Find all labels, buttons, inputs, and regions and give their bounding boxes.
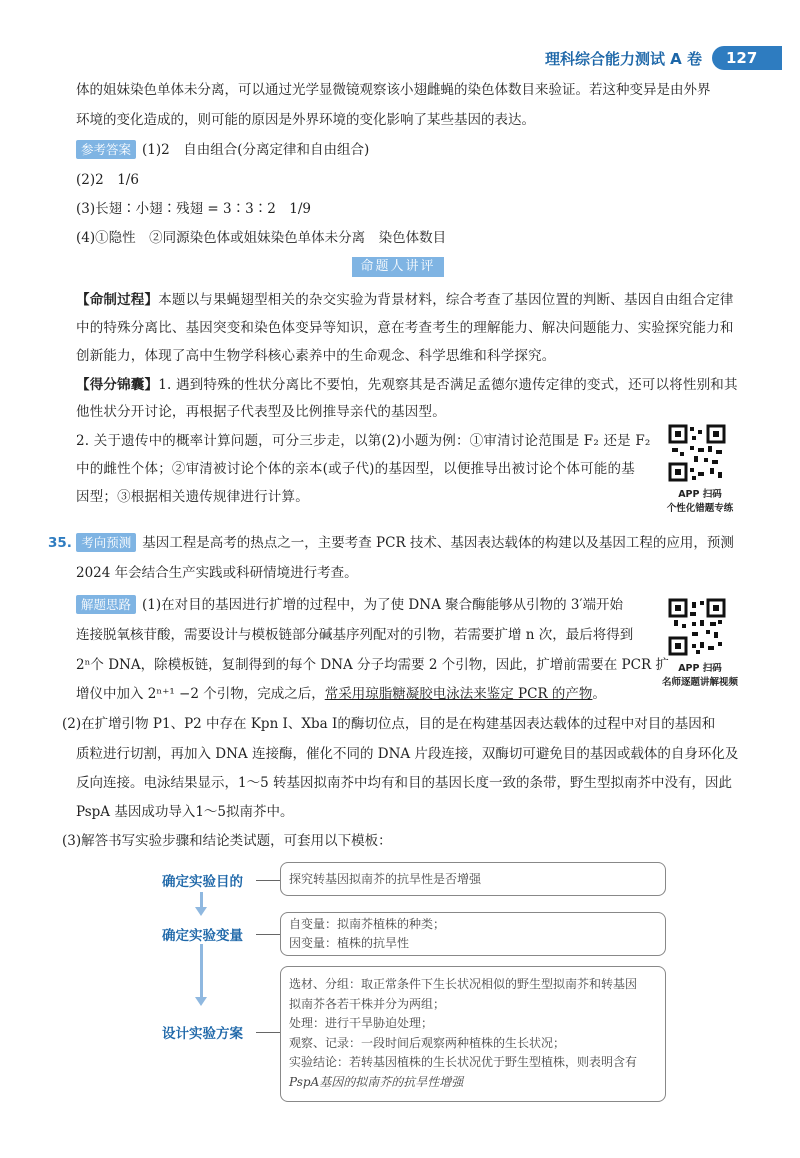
qr1-caption-2: 个性化错题专练 xyxy=(666,503,734,514)
process-line-3: 创新能力，体现了高中生物学科核心素养中的生命观念、科学思维和科学探究。 xyxy=(76,348,556,364)
p2-line-3: 反向连接。电泳结果显示，1～5 转基因拟南芥中均有和目的基因长度一致的条带，野生型拟南芥中没有，因此 xyxy=(76,775,732,791)
q35-line-1 xyxy=(48,533,734,553)
answer-2: (2)2 1/6 xyxy=(76,172,139,188)
analysis-text-4b: 常采用琼脂糖凝胶电泳法来鉴定 PCR 的产物 xyxy=(324,686,593,702)
flow-step3-text-1: 选材、分组：取正常条件下生长状况相似的野生型拟南芥和转基因 xyxy=(289,977,638,991)
answer-1: (1)2 自由组合(分离定律和自由组合) xyxy=(142,142,370,158)
qr-code-icon[interactable] xyxy=(668,424,726,482)
flow-connector xyxy=(256,880,280,881)
answer-4: (4)①隐性 ②同源染色体或姐妹染色单体未分离 染色体数目 xyxy=(76,230,447,246)
process-line-2: 中的特殊分离比、基因突变和染色体变异等知识，意在考查考生的理解能力、解决问题能力、实验探究能力和 xyxy=(76,320,734,336)
qr-code-icon[interactable] xyxy=(668,598,726,656)
flow-step3-box xyxy=(280,966,666,1102)
flow-down-arrow-icon xyxy=(200,892,203,908)
flow-step3-text-5: 实验结论：若转基因植株的生长状况优于野生型植株，则表明含有 xyxy=(289,1055,638,1069)
flow-step3-label: 设计实验方案 xyxy=(162,1026,243,1042)
q35-line-2: 2024 年会结合生产实践或科研情境进行考查。 xyxy=(76,565,358,581)
tips-text-1: 1. 遇到特殊的性状分离比不要怕，先观察其是否满足孟德尔遗传定律的变式，还可以将性别和其 xyxy=(158,377,738,393)
forecast-tag: 考向预测 xyxy=(76,533,136,552)
flow-connector xyxy=(256,1032,280,1033)
flow-connector xyxy=(256,934,280,935)
analysis-text-4a: 增仪中加入 2ⁿ⁺¹ −2 个引物，完成之后， xyxy=(76,686,325,702)
question-number: 35. xyxy=(48,535,72,551)
tips-line-4: 中的雌性个体；②审清被讨论个体的亲本(或子代)的基因型，以便推导出被讨论个体可能的基 xyxy=(76,461,635,477)
analysis-line-3: 2ⁿ个 DNA，除模板链，复制得到的每个 DNA 分子均需要 2 个引物，因此，扩增前需要在 PCR 扩 xyxy=(76,657,669,673)
analysis-line-4 xyxy=(76,684,606,704)
flow-step1-label: 确定实验目的 xyxy=(162,874,243,890)
page-number-badge: 127 xyxy=(712,46,782,70)
intro-line-2: 环境的变化造成的，则可能的原因是外界环境的变化影响了某些基因的表达。 xyxy=(76,112,535,128)
analysis-line-2: 连接脱氧核苷酸，需要设计与模板链部分碱基序列配对的引物，若需要扩增 n 次，最后将得到 xyxy=(76,627,634,643)
analysis-text-4c: 。 xyxy=(592,686,606,702)
process-text-1: 本题以与果蝇翅型相关的杂交实验为背景材料，综合考查了基因位置的判断、基因自由组合定律 xyxy=(158,292,734,308)
flow-step2-box xyxy=(280,912,666,956)
qr2-caption-2: 名师逐题讲解视频 xyxy=(661,677,738,688)
flow-step2-label: 确定实验变量 xyxy=(162,928,243,944)
tips-line-3: 2. 关于遗传中的概率计算问题，可分三步走，以第(2)小题为例：①审清讨论范围是 F₂ 还是 F₂ xyxy=(76,433,651,449)
intro-line-1: 体的姐妹染色单体未分离，可以通过光学显微镜观察该小翅雌蝇的染色体数目来验证。若这种变异是由外界 xyxy=(76,82,711,98)
q35-text-1: 基因工程是高考的热点之一，主要考查 PCR 技术、基因表达载体的构建以及基因工程的应用，预测 xyxy=(142,535,734,551)
analysis-text-1: (1)在对目的基因进行扩增的过程中，为了使 DNA 聚合酶能够从引物的 3′端开始 xyxy=(142,597,624,613)
tips-line-1 xyxy=(76,375,738,395)
answer-line-1 xyxy=(76,140,369,160)
flow-step3-text-2: 拟南芥各若干株并分为两组； xyxy=(289,996,446,1011)
p2-line-4: PspA 基因成功导入1～5拟南芥中。 xyxy=(76,804,294,820)
answer-tag: 参考答案 xyxy=(76,140,136,159)
flow-step3-text-4: 观察、记录：一段时间后观察两种植株的生长状况； xyxy=(289,1035,566,1050)
process-line-1 xyxy=(76,290,734,310)
tips-line-2: 他性状分开讨论，再根据子代表型及比例推导亲代的基因型。 xyxy=(76,404,446,420)
qr1-caption-1: APP 扫码 xyxy=(678,489,722,500)
header-title: 理科综合能力测试 A 卷 xyxy=(544,50,702,68)
tips-line-5: 因型；③根据相关遗传规律进行计算。 xyxy=(76,489,309,505)
p3-line: (3)解答书写实验步骤和结论类试题，可套用以下模板： xyxy=(62,833,392,849)
flow-step3-text-6: PspA基因的拟南芥的抗旱性增强 xyxy=(289,1074,464,1089)
analysis-line-1 xyxy=(76,595,623,615)
flow-step1-box xyxy=(280,862,666,896)
flow-step2-text-1: 自变量：拟南芥植株的种类； xyxy=(289,917,446,931)
flow-step1-text: 探究转基因拟南芥的抗旱性是否增强 xyxy=(289,872,482,886)
analysis-tag: 解题思路 xyxy=(76,595,136,614)
tips-label: 【得分锦囊】 xyxy=(76,377,159,393)
flow-step3-text-3: 处理：进行干旱胁迫处理； xyxy=(289,1016,434,1030)
p2-line-2: 质粒进行切割，再加入 DNA 连接酶，催化不同的 DNA 片段连接，双酶切可避免目的基因或载体的自身环化及 xyxy=(76,746,739,762)
section-banner: 命题人讲评 xyxy=(352,257,444,277)
qr2-caption-1: APP 扫码 xyxy=(678,663,722,674)
flow-down-arrow-icon xyxy=(200,944,203,998)
answer-3: (3)长翅∶小翅∶残翅 = 3∶3∶2 1/9 xyxy=(76,201,312,217)
p2-line-1: (2)在扩增引物 P1、P2 中存在 Kpn Ⅰ、Xba Ⅰ的酶切位点，目的是在构建基因表达载体的过程中对目的基因和 xyxy=(62,716,716,732)
flow-step2-text-2: 因变量：植株的抗旱性 xyxy=(289,936,410,950)
process-label: 【命制过程】 xyxy=(76,292,159,308)
